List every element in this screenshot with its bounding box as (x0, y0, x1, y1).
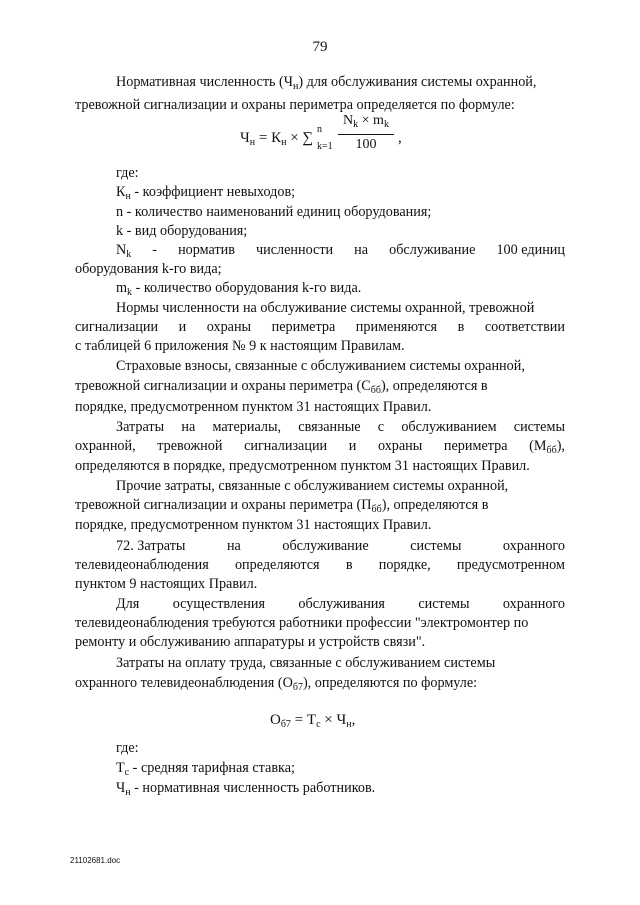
paragraph-intro-line1 (116, 73, 536, 91)
word: и (348, 438, 357, 454)
text: × m (358, 113, 384, 128)
formula-times-sum: × ∑ (286, 130, 314, 146)
word: в (457, 319, 465, 335)
workers-line3: ремонту и обслуживанию аппаратуры и устройств связи". (75, 634, 426, 650)
labor-line2 (75, 674, 477, 692)
fraction-denominator: 100 (355, 137, 377, 152)
symbol: Ч (116, 780, 126, 796)
word: норматив (178, 242, 235, 258)
word: материалы, (212, 419, 282, 435)
insurance-line3: порядке, предусмотренном пунктом 31 настоящих Правил. (75, 399, 432, 415)
paragraph-intro-line2: тревожной сигнализации и охраны периметра определяется по формуле: (75, 97, 515, 113)
materials-line2 (75, 437, 565, 455)
word: охраны (206, 319, 252, 335)
word: связанные (298, 419, 361, 435)
sum-upper-limit: n (317, 124, 322, 135)
formula-mid-sub: с (316, 719, 321, 730)
word: с (377, 419, 385, 435)
formula-tail: , (351, 712, 356, 728)
description: - количество наименований единиц оборудования; (123, 204, 432, 220)
word: 100 единиц (496, 242, 565, 258)
formula-tail: , (398, 130, 402, 146)
symbol: Т (116, 760, 125, 776)
word: численности (256, 242, 334, 258)
norms-line1: Нормы численности на обслуживание системы охранной, тревожной (116, 300, 535, 316)
text: ) для обслуживания системы охранной, (298, 74, 537, 90)
fraction-bar (338, 134, 394, 135)
norms-line3: с таблицей 6 приложения № 9 к настоящим Правилам. (75, 338, 405, 354)
symbol: N (116, 242, 127, 258)
word (529, 437, 565, 455)
word: на (226, 538, 241, 554)
word: и (178, 319, 187, 335)
where-label-2: где: (116, 740, 139, 756)
definition-k (116, 222, 247, 240)
word: обслуживание (282, 538, 369, 554)
word: 72. Затраты (116, 538, 186, 554)
page-number: 79 (312, 39, 328, 55)
workers-line1 (116, 595, 565, 613)
word: охранного (502, 538, 565, 554)
formula-headcount (0, 113, 640, 163)
word: системы (513, 419, 565, 435)
subscript: k (126, 249, 132, 260)
word: охраны (377, 438, 423, 454)
description: - количество оборудования k-го вида. (132, 280, 362, 296)
other-line2 (75, 496, 488, 514)
sum-lower-limit: k=1 (317, 141, 333, 152)
formula-k-sub: н (281, 137, 287, 148)
symbol: К (116, 184, 126, 200)
word: охранной, (75, 438, 136, 454)
word: - (152, 242, 158, 258)
text: охранного телевидеонаблюдения (О (75, 675, 293, 691)
document-footer: 21102681.doc (70, 856, 121, 865)
fraction-numerator (338, 113, 394, 129)
description: - вид оборудования; (123, 223, 248, 239)
formula-labor-cost (270, 711, 355, 729)
text: тревожной сигнализации и охраны периметра (С (75, 378, 371, 394)
formula-lhs: О (270, 712, 281, 728)
word: предусмотренном (456, 557, 565, 573)
word: периметра (271, 319, 336, 335)
word: на (354, 242, 369, 258)
word: телевидеонаблюдения (75, 557, 209, 573)
other-line1: Прочие затраты, связанные с обслуживанием системы охранной, (116, 478, 509, 494)
subscript: k (383, 119, 389, 130)
word: определяются (234, 557, 320, 573)
subscript: б7 (292, 682, 303, 693)
subscript: k (127, 287, 133, 298)
text: ), (556, 438, 565, 454)
formula-rhs-sub: н (346, 719, 352, 730)
insurance-line1: Страховые взносы, связанные с обслуживанием системы охранной, (116, 358, 525, 374)
formula-eq: = К (255, 130, 282, 146)
text: ), определяются в (380, 378, 488, 394)
description: - коэффициент невыходов; (130, 184, 296, 200)
word: в (345, 557, 353, 573)
subscript: н (125, 787, 131, 798)
text: тревожной сигнализации и охраны периметра (П (75, 497, 372, 513)
word: осуществления (172, 596, 266, 612)
word: соответствии (484, 319, 565, 335)
definition-n (116, 203, 431, 221)
definition-nk-line1 (116, 241, 565, 259)
formula-lhs-sub: н (249, 137, 256, 148)
where-label: где: (116, 165, 139, 181)
description: - нормативная численность работников. (130, 780, 376, 796)
text: ), определяются по формуле: (302, 675, 478, 691)
materials-line3: определяются в порядке, предусмотренном пунктом 31 настоящих Правил. (75, 458, 530, 474)
word: обслуживание (389, 242, 476, 258)
insurance-line2 (75, 377, 488, 395)
word: сигнализации (75, 319, 159, 335)
symbol: (М (529, 438, 547, 454)
norms-line2 (75, 318, 565, 336)
word: тревожной (157, 438, 223, 454)
definition-chn (116, 779, 375, 797)
other-line3: порядке, предусмотренном пунктом 31 настоящих Правил. (75, 517, 432, 533)
description: - средняя тарифная ставка; (129, 760, 295, 776)
word: применяются (355, 319, 438, 335)
definition-nk-line2: оборудования k-го вида; (75, 261, 222, 277)
formula-lhs-sub: б7 (280, 719, 291, 730)
text: N (343, 113, 354, 128)
definition-kn (116, 183, 295, 201)
formula-lhs: Ч (240, 130, 250, 146)
text: ), определяются в (381, 497, 489, 513)
subscript: с (124, 767, 130, 778)
definition-mk (116, 279, 361, 297)
word: системы (418, 596, 470, 612)
subscript: бб (370, 385, 381, 396)
subscript: н (292, 81, 299, 92)
workers-line2: телевидеонаблюдения требуются работники профессии "электромонтер по (75, 615, 529, 631)
symbol: m (116, 280, 128, 296)
section72-line2 (75, 556, 565, 574)
word (116, 241, 131, 259)
word: Затраты (116, 419, 165, 435)
subscript: бб (371, 504, 382, 515)
word: Для (116, 596, 140, 612)
section72-line1 (116, 537, 565, 555)
subscript: н (125, 191, 131, 202)
symbol: k (116, 223, 124, 239)
word: периметра (443, 438, 508, 454)
word: порядке, (378, 557, 431, 573)
word: на (181, 419, 196, 435)
word: обслуживания (298, 596, 385, 612)
section72-line3: пунктом 9 настоящих Правил. (75, 576, 258, 592)
word: системы (410, 538, 462, 554)
materials-line1 (116, 418, 565, 436)
symbol: n (116, 204, 124, 220)
formula-rhs: × Ч (320, 712, 347, 728)
subscript: k (353, 119, 359, 130)
word: сигнализации (244, 438, 328, 454)
subscript: бб (546, 445, 557, 456)
formula-mid: = Т (290, 712, 317, 728)
definition-tc (116, 759, 295, 777)
text: Нормативная численность (Ч (116, 74, 293, 90)
word: обслуживанием (401, 419, 497, 435)
labor-line1: Затраты на оплату труда, связанные с обслуживанием системы (116, 655, 496, 671)
word: охранного (502, 596, 565, 612)
